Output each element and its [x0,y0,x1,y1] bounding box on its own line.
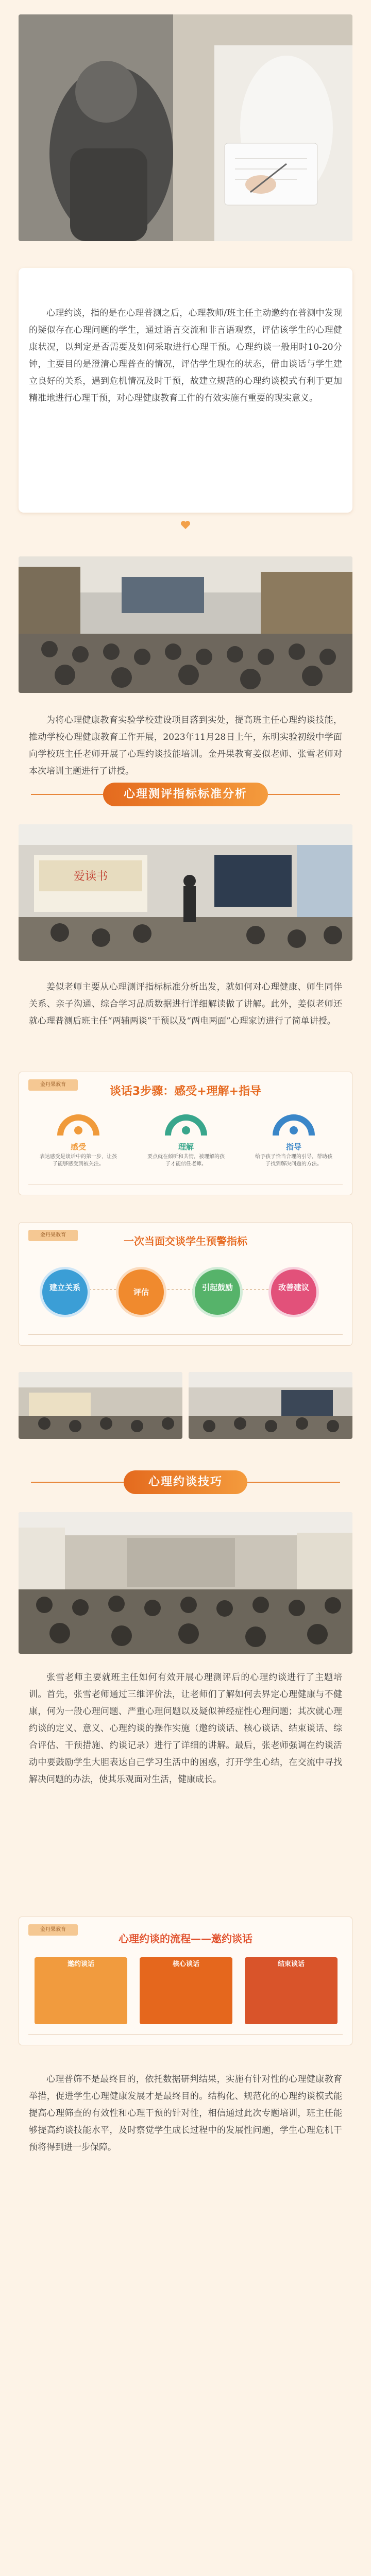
indicator-label-assessment: 评估 [133,1287,149,1297]
indicator-orb-suggestion [268,1267,319,1317]
process-box-end-title: 结束谈话 [277,1960,305,1968]
slide2-title: 一次当面交谈学生预警指标 [124,1235,247,1247]
counseling-illustration [19,14,352,241]
indicator-orb-encourage [192,1267,243,1317]
slide1-logo: 金丹果教育 [28,1079,78,1091]
section1-line-right [268,794,340,795]
lecture-illustration [19,824,352,961]
slide-talk-process [19,1917,352,2045]
counseling-photo [19,14,352,241]
lecture-photo-1 [19,824,352,961]
heart-icon [180,520,191,530]
training-photo [19,556,352,693]
lecture-photo-2 [19,1512,352,1654]
section1-title: 心理测评指标标准分析 [103,783,268,806]
section1-paragraph: 姜似老师主要从心理测评指标标准分析出发，就如何对心理健康、师生同伴关系、亲子沟通、综合学习品质数据进行详细解读做了讲解。此外，姜似老师还就心理普测后班主任“两辅两谈”干预以及“两电两面”心理家访进行了简单讲授。 [29,982,342,1026]
classroom-illustration [19,556,352,693]
process-box-end [245,1957,338,2024]
process-box-invite [35,1957,127,2024]
indicator-orb-relationship [40,1267,90,1317]
classroom-wide-illustration [19,1512,352,1654]
lecture-left-illustration [19,1372,182,1439]
svg-text:爱读书: 爱读书 [73,870,108,883]
arc-icon [55,1107,102,1138]
step-label-feel: 感受 [70,1142,86,1151]
step-label-understand: 理解 [178,1142,194,1151]
slide2-logo: 金丹果教育 [28,1230,78,1241]
process-box-invite-title: 邀约谈话 [67,1960,94,1968]
lecture-photo-right [189,1372,352,1439]
conclusion-paragraph: 心理普筛不是最终目的，依托数据研判结果，实施有针对性的心理健康教育举措，促进学生心理健康发展才是最终目的。结构化、规范化的心理约谈模式能提高心理筛查的有效性和心理干预的针对性，相信通过此次专题培训，班主任能够提高约谈技能水平，及时察觉学生成长过程中的发展性问题，学生心理危机干预将得到进一步保障。 [29,2074,342,2153]
step-label-guide: 指导 [285,1142,301,1151]
section2-title: 心理约谈技巧 [124,1470,247,1494]
indicator-orb-assessment [116,1267,166,1317]
slide3-footer [28,2034,343,2041]
section1-line-left [31,794,103,795]
section2-line-left [31,1482,124,1483]
step-desc-guide: 给予孩子恰当合理的引导，帮助孩子找到解决问题的方法。 [255,1154,332,1167]
step-desc-understand: 要点就在倾听和共情，被理解的孩子才能信任老师。 [147,1154,225,1167]
indicator-label-suggestion: 改善建议 [278,1283,309,1292]
slide-warning-indicators [19,1222,352,1346]
slide3-title: 心理约谈的流程——邀约谈话 [119,1933,252,1945]
intro-paragraph: 心理约谈，指的是在心理普测之后，心理教师/班主任主动邀约在普测中发现的疑似存在心理问题的学生，通过语言交流和非言语观察，评估该学生的心理健康状况，以判定是否需要及如何采取进行心理干预。心理约谈一般用时10-20分钟，主要目的是澄清心理普查的情况，评估学生现在的状态，借由谈话与学生建立良好的关系，遇到危机情况及时干预，故建立规范的心理约谈模式有利于更加精准地进行心理干预，对心理健康教育工作的有效实施有重要的现实意义。 [29,308,342,403]
indicator-label-relationship: 建立关系 [49,1283,80,1292]
slide1-footer [28,1184,343,1191]
lecture-right-illustration [189,1372,352,1439]
process-box-core [140,1957,232,2024]
step-desc-feel: 表达感受是谈话中的第一步，让孩子能够感受到被关注。 [40,1154,117,1167]
slide2-footer [28,1334,343,1341]
training-paragraph: 为将心理健康教育实验学校建设项目落到实处，提高班主任心理约谈技能，推动学校心理健康教育工作开展，2023年11月28日上午，东明实验初级中学面向学校班主任老师开展了心理约谈技能培训。金丹果教育姜似老师、张雪老师对本次培训主题进行了讲授。 [29,715,342,776]
slide3-logo: 金丹果教育 [28,1924,78,1936]
lecture-photo-left [19,1372,182,1439]
process-box-core-title: 核心谈话 [172,1960,199,1968]
section2-line-right [247,1482,340,1483]
arc-icon [163,1107,209,1138]
arc-icon [271,1107,317,1138]
indicator-label-encourage: 引起鼓励 [201,1283,233,1292]
slide-talk-steps [19,1072,352,1195]
slide1-title: 谈话3步骤：感受+理解+指导 [109,1085,262,1098]
section2-paragraph: 张雪老师主要就班主任如何有效开展心理测评后的心理约谈进行了主题培训。首先，张雪老师通过三维评价法，让老师们了解如何去界定心理健康与不健康，何为一般心理问题、严重心理问题以及疑似神经症性心理问题；其次就心理约谈的定义、意义、心理约谈的操作实施（邀约谈话、核心谈话、结束谈话、综合评估、干预措施、约谈记录）进行了详细的讲解。最后，张老师强调在约谈活动中要鼓励学生大胆表达自己学习生活中的困惑，打开学生心结，在交流中寻找解决问题的办法，使其乐观面对生活，健康成长。 [29,1672,342,1785]
